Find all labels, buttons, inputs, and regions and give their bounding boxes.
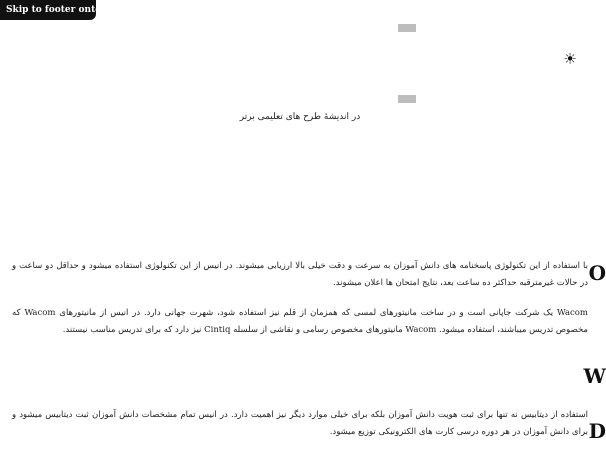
skip-link-label: Skip to footer xyxy=(6,5,76,15)
sun-icon[interactable]: ☀ xyxy=(563,50,577,68)
feature-omr-text: با استفاده از این تکنولوژی پاسخنامه های دانش آموزان به سرعت و دقت خیلی بالا ارزیابی میشوند. در انیس از این تکنولوژی استفاده میشود و حداقل دو ساعت و در حالات غیرمترقبه حداکثر ده ساعت بعد، نتایج امتحان ها اعلان میشوند. xyxy=(12,261,588,288)
feature-database-heading-initial: D xyxy=(588,419,606,443)
feature-database-text: استفاده از دیتابیس نه تنها برای ثبت هویت دانش آموزان بلکه برای خیلی موارد دیگر نیز اهمیت دارد. در انیس تمام مشخصات دانش آموزان ثبت دیتابیس میشود و برای دانش آموزان در هر دوره درسی کارت های الکترونیکی توزیع میشود. xyxy=(12,410,588,437)
feature-wacom-text: Wacom یک شرکت جاپانی است و در ساخت مانیتورهای لمسی که همزمان از قلم نیز استفاده شود، شهرت جهانی دارد. در انیس از مانیتورهای Wacom که مخصوص تدریس میباشند، استفاده میشود. Wacom مانیتورهای مخصوص رسامی و نقاشی از سلسله Cintiq نیز دارد که برای تدریس مناسب نیستند. xyxy=(12,308,588,335)
feature-omr-heading-initial: O xyxy=(588,261,606,285)
skip-link-overlap-text: ontent xyxy=(78,5,112,15)
site-tagline: در اندیشهٔ طرح های تعلیمی برتر xyxy=(239,112,361,122)
logo-placeholder xyxy=(398,24,416,32)
skip-to-footer-link[interactable] xyxy=(0,0,112,20)
image-placeholder xyxy=(398,95,416,103)
feature-wacom-heading-initial: W xyxy=(583,364,606,388)
